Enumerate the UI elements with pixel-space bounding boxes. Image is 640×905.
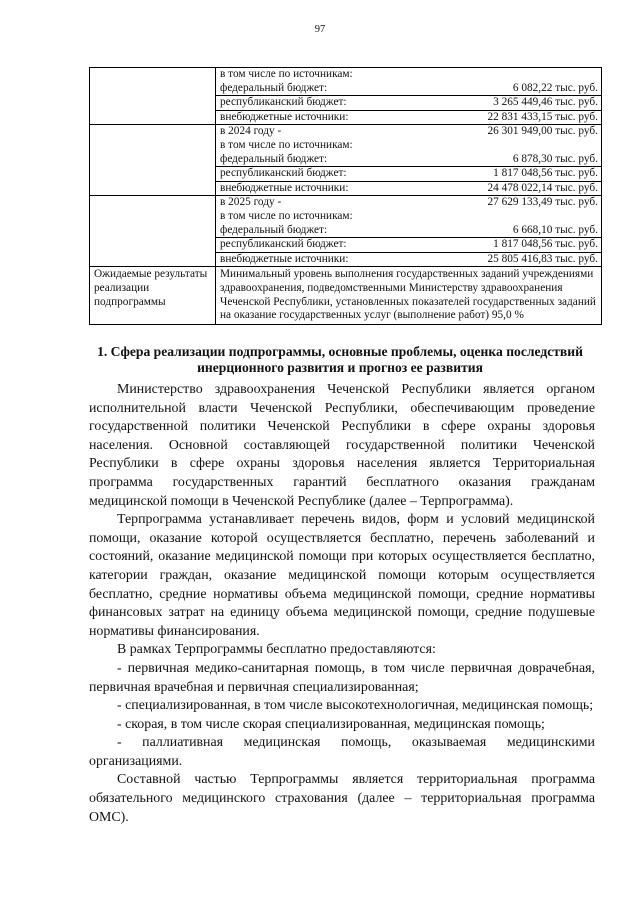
table-row bbox=[90, 196, 602, 267]
list-item bbox=[216, 111, 601, 125]
list-item bbox=[216, 68, 601, 82]
list-item bbox=[216, 167, 601, 182]
entry-label: в том числе по источникам: bbox=[220, 209, 353, 222]
entry-label: республиканский бюджет: bbox=[220, 238, 347, 251]
entry-label: республиканский бюджет: bbox=[220, 96, 347, 109]
list-item bbox=[216, 139, 601, 153]
paragraph: Составной частью Терпрограммы является территориальная программа обязательного медицинского страхования (далее – территориальная программа ОМС). bbox=[89, 772, 595, 825]
list-item: - специализированная, в том числе высокотехнологичная, медицинская помощь; bbox=[117, 698, 594, 714]
table-row bbox=[90, 125, 602, 196]
list-item bbox=[216, 224, 601, 239]
list-item bbox=[216, 196, 601, 210]
list-item bbox=[216, 125, 601, 139]
list-item bbox=[216, 182, 601, 196]
list-item: - первичная медико-санитарная помощь, в том числе первичная доврачебная, первичная врачебная и первичная специализированная; bbox=[89, 660, 595, 695]
paragraph: Министерство здравоохранения Чеченской Республики является органом исполнительной власти Чеченской Республики, обеспечивающим проведение государственной политики Чеченской Республики в сфере охраны здоровья населения. Основной составляющей государственной политики Чеченской Республики в сфере охраны здоровья населения является Территориальная программа государственных гарантий бесплатного оказания гражданам медицинской помощи в Чеченской Республике (далее – Терпрограмма). bbox=[89, 382, 595, 509]
list-item bbox=[216, 153, 601, 168]
entry-value: 24 478 022,14 тыс. руб. bbox=[487, 181, 598, 194]
list-item bbox=[216, 253, 601, 267]
list-item: - скорая, в том числе скорая специализированная, медицинская помощь; bbox=[117, 716, 545, 732]
table-cell-empty bbox=[90, 68, 216, 125]
entry-label: внебюджетные источники: bbox=[220, 110, 349, 123]
entry-label: федеральный бюджет: bbox=[220, 152, 328, 165]
entry-value: 6 878,30 тыс. руб. bbox=[512, 152, 598, 165]
list-item bbox=[216, 238, 601, 253]
entry-value: 6 668,10 тыс. руб. bbox=[512, 223, 598, 236]
financing-2025-block bbox=[216, 196, 602, 267]
page-number: 97 bbox=[314, 24, 326, 35]
table-row bbox=[90, 267, 602, 324]
entry-label: федеральный бюджет: bbox=[220, 223, 328, 236]
table-cell-empty bbox=[90, 196, 216, 267]
entry-label: республиканский бюджет: bbox=[220, 167, 347, 180]
entry-value: 3 265 449,46 тыс. руб. bbox=[493, 96, 598, 109]
table-row bbox=[90, 68, 602, 125]
entry-value: 6 082,22 тыс. руб. bbox=[512, 81, 598, 94]
financing-top-block bbox=[216, 68, 602, 125]
entry-label: в 2025 году - bbox=[220, 196, 282, 209]
entry-label: в том числе по источникам: bbox=[220, 138, 353, 151]
table-cell-value bbox=[216, 267, 602, 324]
entry-label: внебюджетные источники: bbox=[220, 181, 349, 194]
section-body bbox=[89, 381, 595, 827]
table-cell-empty bbox=[90, 125, 216, 196]
entry-value: 26 301 949,00 тыс. руб. bbox=[487, 125, 598, 138]
results-label: Ожидаемые результаты реализации подпрограммы bbox=[94, 268, 208, 308]
results-text: Минимальный уровень выполнения государственных заданий учреждениями здравоохранения, подведомственными Министерству здравоохранения Чеченской Республики, установленных показателей государственных заданий на оказание государственных услуг (выполнение работ) 95,0 % bbox=[220, 268, 596, 322]
entry-value: 1 817 048,56 тыс. руб. bbox=[493, 238, 598, 251]
entry-label: в том числе по источникам: bbox=[220, 68, 353, 80]
entry-value: 25 805 416,83 тыс. руб. bbox=[487, 252, 598, 265]
entry-value: 22 831 433,15 тыс. руб. bbox=[487, 110, 598, 123]
list-item bbox=[216, 82, 601, 97]
list-item: - паллиативная медицинская помощь, оказываемая медицинскими организациями. bbox=[89, 735, 595, 769]
list-item bbox=[216, 210, 601, 224]
entry-label: внебюджетные источники: bbox=[220, 252, 349, 265]
section-title: 1. Сфера реализации подпрограммы, основные проблемы, оценка последствий инерционного развития и прогноз ее развития bbox=[97, 344, 583, 375]
paragraph: Терпрограмма устанавливает перечень видов, форм и условий медицинской помощи, оказание которой осуществляется бесплатно, перечень заболеваний и состояний, оказание медицинской помощи при которых осуществляется бесплатно, категории граждан, оказание медицинской помощи которым осуществляется бесплатно, средние нормативы объема медицинской помощи, средние нормативы финансовых затрат на единицу объема медицинской помощи, средние подушевые нормативы финансирования. bbox=[89, 512, 595, 639]
financing-table bbox=[89, 67, 602, 325]
financing-2024-block bbox=[216, 125, 602, 196]
list-item bbox=[216, 96, 601, 111]
entry-label: федеральный бюджет: bbox=[220, 81, 328, 94]
table-cell-label bbox=[90, 267, 216, 324]
paragraph: В рамках Терпрограммы бесплатно предоставляются: bbox=[117, 642, 436, 658]
entry-value: 1 817 048,56 тыс. руб. bbox=[493, 167, 598, 180]
entry-label: в 2024 году - bbox=[220, 125, 282, 138]
entry-value: 27 629 133,49 тыс. руб. bbox=[487, 196, 598, 209]
